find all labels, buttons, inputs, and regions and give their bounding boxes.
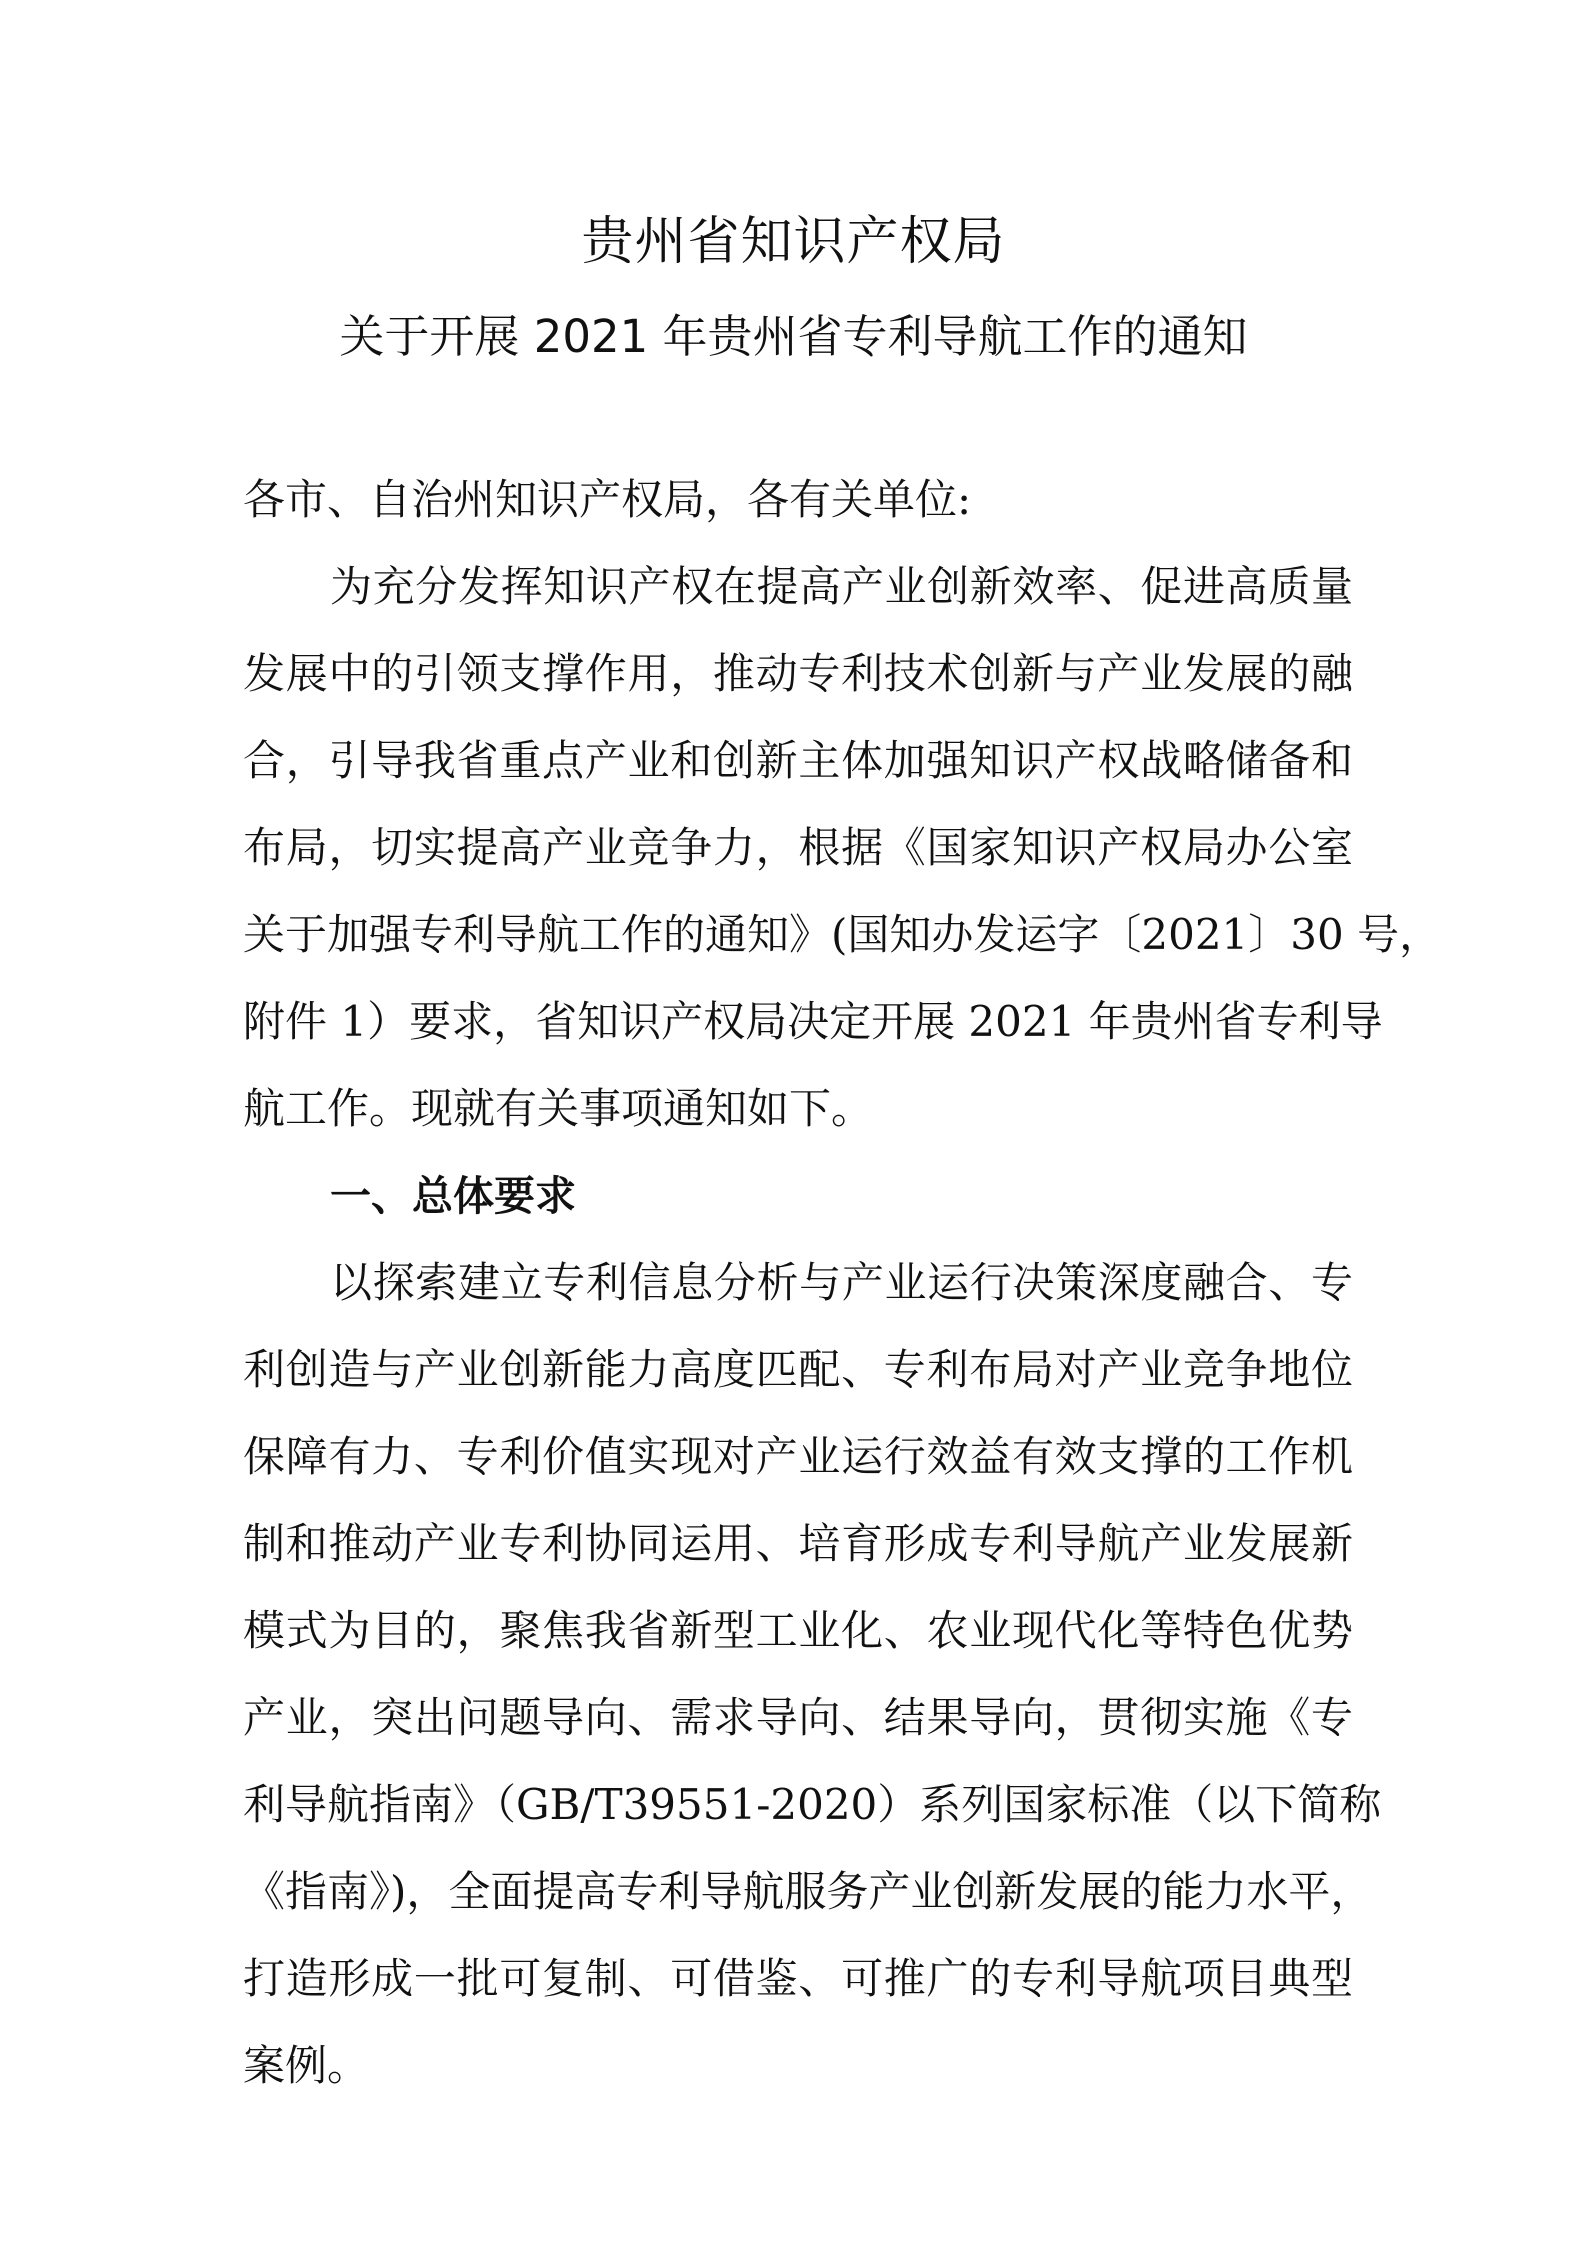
paragraph-1-line-4: 布局，切实提高产业竞争力，根据《国家知识产权局办公室	[243, 823, 1353, 872]
salutation: 各市、自治州知识产权局，各有关单位:	[243, 475, 972, 524]
section-1-heading: 一、总体要求	[330, 1172, 576, 1220]
paragraph-2-line-7: 利导航指南》（GB/T39551-2020）系列国家标准（以下简称	[243, 1780, 1382, 1829]
paragraph-2-line-4: 制和推动产业专利协同运用、培育形成专利导航产业发展新	[243, 1519, 1353, 1568]
document-title: 贵州省知识产权局	[581, 212, 1006, 272]
paragraph-2-line-9: 打造形成一批可复制、可借鉴、可推广的专利导航项目典型	[243, 1954, 1353, 2003]
paragraph-1-line-1: 为充分发挥知识产权在提高产业创新效率、促进高质量	[330, 562, 1353, 611]
paragraph-2-line-2: 利创造与产业创新能力高度匹配、专利布局对产业竞争地位	[243, 1345, 1353, 1394]
paragraph-2-line-6: 产业，突出问题导向、需求导向、结果导向，贯彻实施《专	[243, 1693, 1353, 1742]
paragraph-2-line-5: 模式为目的，聚焦我省新型工业化、农业现代化等特色优势	[243, 1606, 1353, 1655]
paragraph-2-line-10: 案例。	[243, 2041, 370, 2090]
paragraph-1-line-3: 合，引导我省重点产业和创新主体加强知识产权战略储备和	[243, 736, 1353, 785]
paragraph-1-line-6: 附件 1）要求，省知识产权局决定开展 2021 年贵州省专利导	[243, 997, 1383, 1046]
paragraph-1-line-5: 关于加强专利导航工作的通知》(国知办发运字〔2021〕30 号，	[243, 910, 1442, 959]
paragraph-2-line-1: 以探索建立专利信息分析与产业运行决策深度融合、专	[330, 1258, 1353, 1307]
paragraph-1-line-7: 航工作。现就有关事项通知如下。	[243, 1084, 874, 1133]
paragraph-2-line-3: 保障有力、专利价值实现对产业运行效益有效支撑的工作机	[243, 1432, 1353, 1481]
paragraph-1-line-2: 发展中的引领支撑作用，推动专利技术创新与产业发展的融	[243, 649, 1353, 698]
paragraph-2-line-8: 《指南》)，全面提高专利导航服务产业创新发展的能力水平，	[243, 1867, 1373, 1916]
document-subtitle: 关于开展 2021 年贵州省专利导航工作的通知	[339, 310, 1248, 363]
